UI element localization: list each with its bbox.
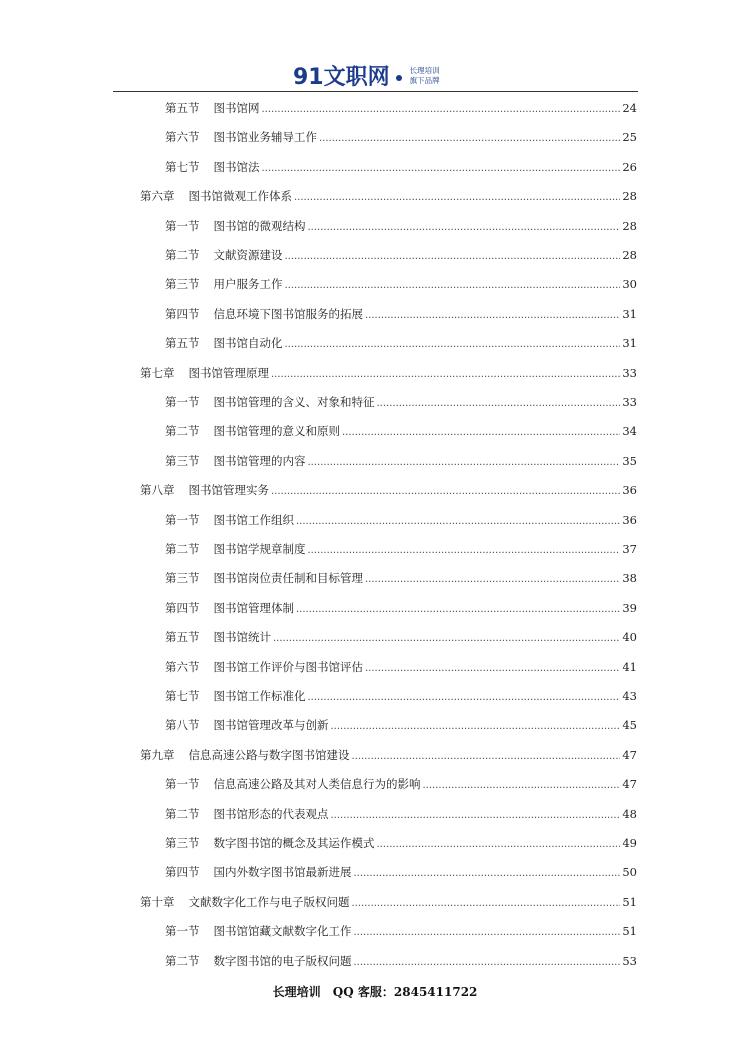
footer-qq-number: 2845411722 xyxy=(393,985,478,999)
toc-leader-dots xyxy=(377,837,621,853)
toc-section-entry[interactable] xyxy=(165,218,637,234)
toc-section-entry[interactable] xyxy=(165,247,637,263)
toc-section-entry[interactable] xyxy=(165,394,637,410)
toc-section-entry[interactable] xyxy=(165,835,637,851)
toc-page-number: 28 xyxy=(622,218,637,233)
toc-chapter-entry[interactable] xyxy=(140,482,637,498)
toc-entry-number: 第五节 xyxy=(165,101,200,115)
toc-section-entry[interactable] xyxy=(165,629,637,645)
toc-page-number: 33 xyxy=(622,395,637,409)
toc-entry-title: 图书馆网 xyxy=(213,101,260,115)
toc-entry-number: 第一节 xyxy=(165,924,200,939)
toc-entry-title: 图书馆管理体制 xyxy=(213,600,294,615)
toc-entry-title: 用户服务工作 xyxy=(213,277,283,292)
toc-page-number: 34 xyxy=(622,424,637,439)
toc-leader-dots xyxy=(354,866,621,882)
toc-page-number: 51 xyxy=(622,924,637,939)
toc-page-number: 53 xyxy=(622,953,637,968)
page-header xyxy=(0,58,750,90)
toc-section-entry[interactable] xyxy=(165,659,637,675)
toc-leader-dots xyxy=(365,308,620,324)
toc-page-number: 28 xyxy=(622,248,637,262)
logo-subtitle xyxy=(410,66,440,86)
toc-entry-number: 第九章 xyxy=(140,747,175,762)
toc-page-number: 41 xyxy=(622,659,637,674)
toc-leader-dots xyxy=(342,425,620,441)
toc-page-number: 38 xyxy=(622,571,637,586)
toc-entry-number: 第三节 xyxy=(165,571,200,586)
toc-chapter-entry[interactable] xyxy=(140,365,637,381)
toc-leader-dots xyxy=(308,543,621,559)
toc-section-entry[interactable] xyxy=(165,864,637,880)
toc-leader-dots xyxy=(308,220,621,236)
toc-chapter-entry[interactable] xyxy=(140,747,637,763)
toc-entry-number: 第二节 xyxy=(165,248,200,262)
toc-leader-dots xyxy=(377,396,621,412)
toc-leader-dots xyxy=(296,602,620,618)
toc-entry-title: 图书馆管理原理 xyxy=(188,365,269,380)
toc-section-entry[interactable] xyxy=(165,806,637,822)
toc-entry-title: 信息环境下图书馆服务的拓展 xyxy=(213,306,363,321)
toc-entry-title: 图书馆法 xyxy=(213,159,260,174)
toc-entry-title: 图书馆统计 xyxy=(213,630,271,645)
toc-section-entry[interactable] xyxy=(165,923,637,939)
toc-leader-dots xyxy=(308,690,621,706)
toc-section-entry[interactable] xyxy=(165,453,637,469)
toc-entry-number: 第八章 xyxy=(140,483,175,498)
toc-section-entry[interactable] xyxy=(165,776,637,792)
toc-entry-title: 文献数字化工作与电子版权问题 xyxy=(188,894,350,909)
logo-dot-icon xyxy=(396,75,402,81)
toc-entry-number: 第三节 xyxy=(165,277,200,292)
toc-entry-title: 图书馆管理的意义和原则 xyxy=(213,424,340,439)
toc-section-entry[interactable] xyxy=(165,335,637,351)
toc-entry-number: 第一节 xyxy=(165,777,200,792)
toc-entry-title: 图书馆工作标准化 xyxy=(213,689,306,703)
toc-page-number: 35 xyxy=(622,453,637,468)
toc-chapter-entry[interactable] xyxy=(140,188,637,204)
toc-page-number: 33 xyxy=(622,365,637,380)
toc-entry-title: 图书馆管理实务 xyxy=(188,483,269,498)
toc-entry-number: 第二节 xyxy=(165,806,200,821)
toc-section-entry[interactable] xyxy=(165,717,637,733)
toc-leader-dots xyxy=(365,661,620,677)
toc-entry-title: 图书馆管理的含义、对象和特征 xyxy=(213,395,375,409)
toc-section-entry[interactable] xyxy=(165,688,637,704)
toc-entry-number: 第一节 xyxy=(165,395,200,409)
toc-leader-dots xyxy=(354,955,621,971)
toc-entry-number: 第四节 xyxy=(165,306,200,321)
toc-entry-number: 第二节 xyxy=(165,542,200,556)
toc-entry-title: 国内外数字图书馆最新进展 xyxy=(213,865,352,880)
toc-page-number: 31 xyxy=(622,306,637,321)
logo-sub-line2: 旗下品牌 xyxy=(409,75,440,85)
toc-page-number: 24 xyxy=(622,101,637,115)
toc-leader-dots xyxy=(285,278,621,294)
toc-entry-title: 信息高速公路及其对人类信息行为的影响 xyxy=(213,777,421,792)
toc-leader-dots xyxy=(365,572,620,588)
toc-page-number: 36 xyxy=(622,512,637,527)
toc-page-number: 50 xyxy=(622,865,637,880)
toc-leader-dots xyxy=(331,719,621,735)
toc-entry-number: 第七章 xyxy=(140,365,175,380)
footer-org: 长理培训 xyxy=(272,985,321,999)
toc-leader-dots xyxy=(262,161,621,177)
toc-entry-title: 信息高速公路与数字图书馆建设 xyxy=(188,747,350,762)
toc-entry-title: 图书馆管理的内容 xyxy=(213,453,306,468)
toc-section-entry[interactable] xyxy=(165,512,637,528)
toc-section-entry[interactable] xyxy=(165,306,637,322)
toc-entry-title: 图书馆馆藏文献数字化工作 xyxy=(213,924,352,939)
toc-entry-title: 图书馆的微观结构 xyxy=(213,218,306,233)
toc-page-number: 40 xyxy=(622,630,637,645)
toc-leader-dots xyxy=(423,778,621,794)
footer-qq xyxy=(333,985,478,999)
toc-leader-dots xyxy=(285,249,621,265)
toc-entry-number: 第七节 xyxy=(165,159,200,174)
toc-entry-number: 第六节 xyxy=(165,130,200,145)
toc-entry-title: 图书馆工作评价与图书馆评估 xyxy=(213,659,363,674)
toc-page-number: 28 xyxy=(622,189,637,204)
toc-entry-number: 第一节 xyxy=(165,218,200,233)
toc-entry-number: 第六节 xyxy=(165,659,200,674)
toc-entry-number: 第五节 xyxy=(165,630,200,645)
logo-sub-line1: 长理培训 xyxy=(409,65,440,75)
toc-entry-number: 第二节 xyxy=(165,424,200,439)
toc-entry-number: 第一节 xyxy=(165,512,200,527)
toc-section-entry[interactable] xyxy=(165,953,637,969)
toc-page-number: 48 xyxy=(622,806,637,821)
toc-entry-title: 图书馆微观工作体系 xyxy=(188,189,292,204)
toc-page-number: 25 xyxy=(622,130,637,145)
toc-entry-title: 图书馆自动化 xyxy=(213,336,283,351)
toc-entry-title: 图书馆学规章制度 xyxy=(213,542,306,556)
toc-leader-dots xyxy=(352,749,621,765)
toc-section-entry[interactable] xyxy=(165,159,637,175)
toc-entry-title: 图书馆工作组织 xyxy=(213,512,294,527)
toc-entry-number: 第六章 xyxy=(140,189,175,204)
toc-section-entry[interactable] xyxy=(165,423,637,439)
toc-page-number: 47 xyxy=(622,747,637,762)
toc-page-number: 43 xyxy=(622,689,637,703)
toc-section-entry[interactable] xyxy=(165,100,637,116)
toc-section-entry[interactable] xyxy=(165,541,637,557)
toc-leader-dots xyxy=(319,131,620,147)
toc-leader-dots xyxy=(273,631,620,647)
toc-page-number: 26 xyxy=(622,159,637,174)
header-divider xyxy=(113,91,638,92)
toc-entry-title: 图书馆管理改革与创新 xyxy=(213,718,329,733)
toc-page-number: 51 xyxy=(622,894,637,909)
toc-leader-dots xyxy=(271,484,620,500)
toc-entry-number: 第四节 xyxy=(165,600,200,615)
toc-entry-number: 第三节 xyxy=(165,453,200,468)
toc-entry-title: 数字图书馆的电子版权问题 xyxy=(213,953,352,968)
toc-leader-dots xyxy=(285,337,621,353)
toc-page-number: 31 xyxy=(622,336,637,351)
toc-page-number: 47 xyxy=(622,777,637,792)
toc-entry-number: 第三节 xyxy=(165,836,200,850)
toc-chapter-entry[interactable] xyxy=(140,894,637,910)
toc-page-number: 30 xyxy=(622,277,637,292)
toc-entry-title: 数字图书馆的概念及其运作模式 xyxy=(213,836,375,850)
toc-page-number: 36 xyxy=(622,483,637,498)
toc-page-number: 49 xyxy=(622,836,637,850)
toc-page-number: 45 xyxy=(622,718,637,733)
toc-entry-number: 第二节 xyxy=(165,953,200,968)
toc-leader-dots xyxy=(354,925,621,941)
toc-entry-number: 第五节 xyxy=(165,336,200,351)
toc-entry-title: 图书馆岗位责任制和目标管理 xyxy=(213,571,363,586)
toc-leader-dots xyxy=(308,455,621,471)
toc-leader-dots xyxy=(262,102,621,118)
toc-leader-dots xyxy=(294,190,620,206)
brand-logo xyxy=(293,60,440,91)
toc-entry-number: 第十章 xyxy=(140,894,175,909)
toc-leader-dots xyxy=(271,367,620,383)
toc-entry-number: 第七节 xyxy=(165,689,200,703)
toc-entry-title: 文献资源建设 xyxy=(213,248,283,262)
toc-entry-number: 第四节 xyxy=(165,865,200,880)
toc-section-entry[interactable] xyxy=(165,276,637,292)
toc-section-entry[interactable] xyxy=(165,600,637,616)
toc-page-number: 37 xyxy=(622,542,637,556)
page-footer xyxy=(0,983,750,1000)
toc-entry-title: 图书馆业务辅导工作 xyxy=(213,130,317,145)
toc-page-number: 39 xyxy=(622,600,637,615)
toc-section-entry[interactable] xyxy=(165,129,637,145)
toc-entry-title: 图书馆形态的代表观点 xyxy=(213,806,329,821)
toc-entry-number: 第八节 xyxy=(165,718,200,733)
toc-leader-dots xyxy=(331,808,621,824)
toc-leader-dots xyxy=(296,514,620,530)
toc-section-entry[interactable] xyxy=(165,570,637,586)
logo-main-text: 91文职网 xyxy=(293,65,390,90)
toc-leader-dots xyxy=(352,896,621,912)
footer-qq-label: QQ 客服： xyxy=(332,985,394,999)
